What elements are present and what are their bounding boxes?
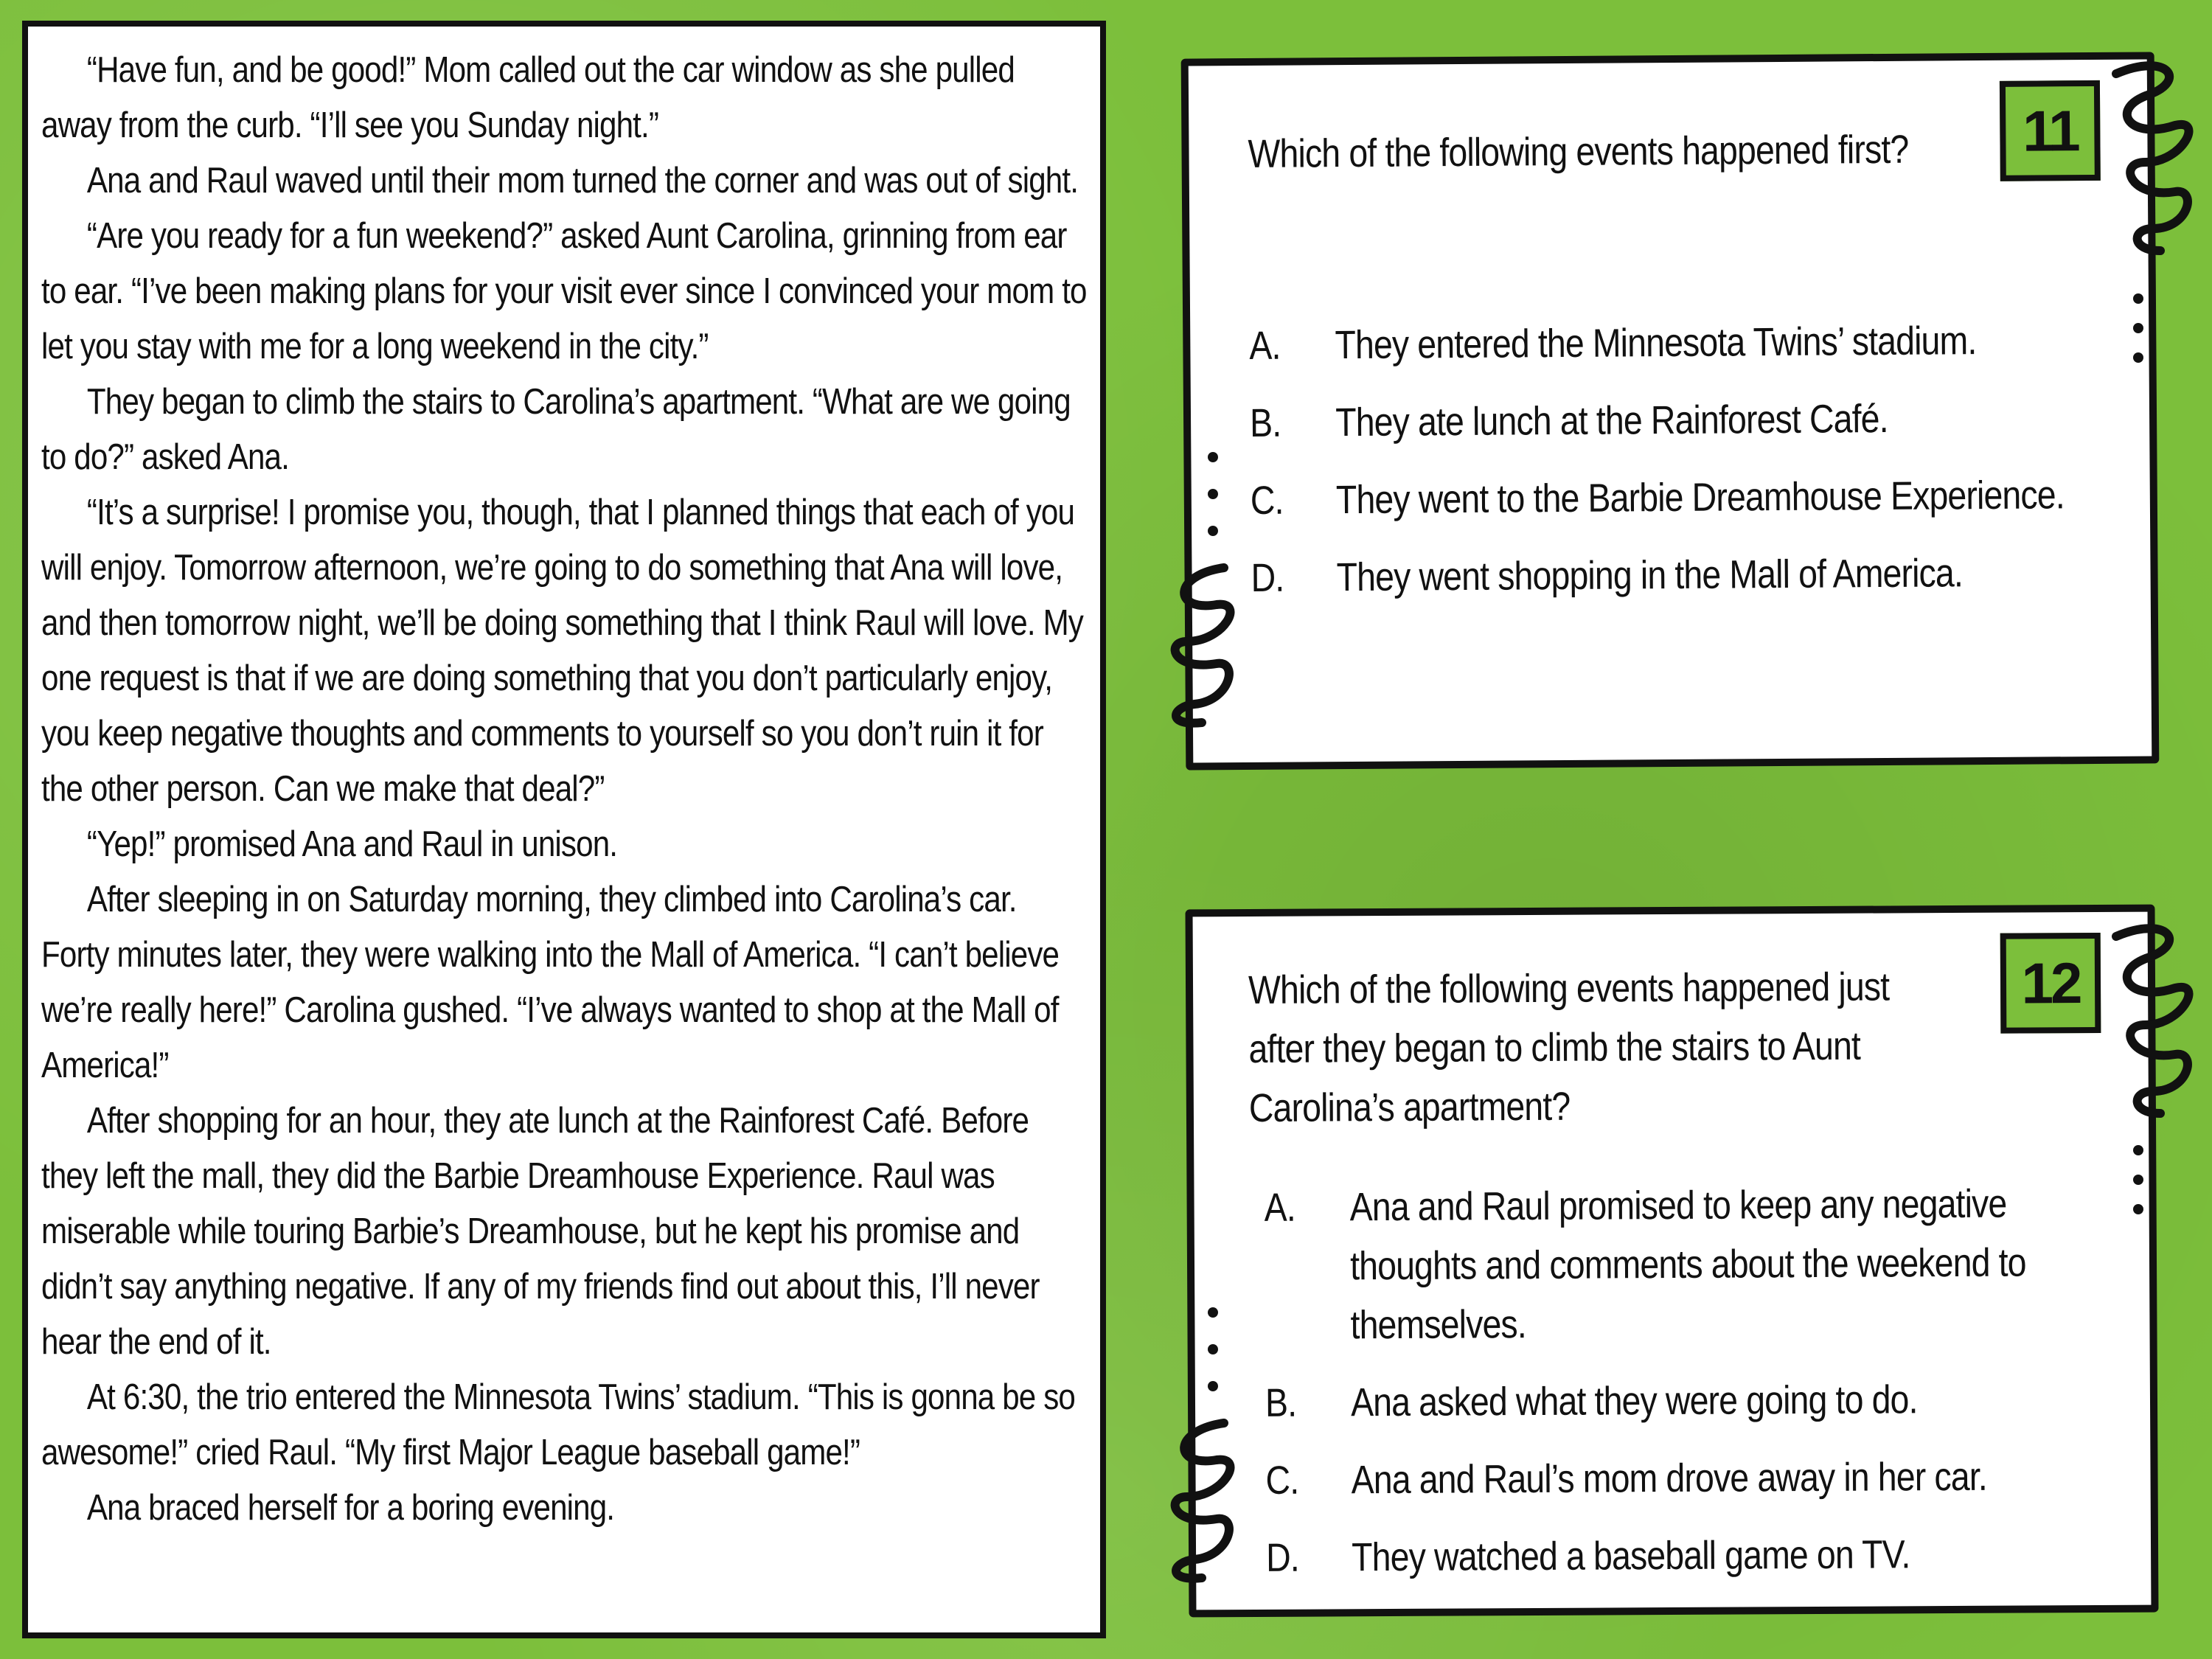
answer-option-d[interactable] xyxy=(1266,1524,2059,1587)
option-letter: C. xyxy=(1250,478,1284,523)
answer-option-a[interactable] xyxy=(1264,1174,2057,1355)
passage-paragraph: After sleeping in on Saturday morning, they climbed into Carolina’s car. Forty minutes later, they were walking into the Mall of America. “I can’t believe we’re really here!” Carolina gushed. “I’ve always wanted to shop at the Mall of America!” xyxy=(41,880,1060,1085)
question-prompt: Which of the following events happened first? xyxy=(1248,127,1909,176)
option-text: They watched a baseball game on TV. xyxy=(1352,1532,1910,1580)
answer-option-c[interactable] xyxy=(1265,1447,2058,1510)
option-letter: D. xyxy=(1251,555,1284,600)
passage-paragraph: Ana and Raul waved until their mom turned the corner and was out of sight. xyxy=(86,161,1079,201)
option-text: Ana and Raul’s mom drove away in her car. xyxy=(1351,1454,1987,1503)
answer-option-b[interactable] xyxy=(1265,1369,2058,1433)
question-number-badge: 12 xyxy=(2000,933,2101,1034)
option-letter: D. xyxy=(1265,1535,1299,1580)
passage-paragraph: “Have fun, and be good!” Mom called out the car window as she pulled away from the curb. “I’ll see you Sunday night.” xyxy=(41,50,1015,145)
reading-passage xyxy=(22,21,1106,1638)
passage-paragraph: “It’s a surprise! I promise you, though, that I planned things that each of you will enjoy. Tomorrow afternoon, we’re going to do something that Ana will love, and then tomorrow night, we’ll be doing something that I think Raul will love. My one request is that if we are doing something that you don’t particularly enjoy, you keep negative thoughts and comments to yourself so you don’t ruin it for the other person. Can we make that deal?” xyxy=(41,493,1084,809)
spiral-binding-icon xyxy=(1158,560,1246,730)
answer-option-d[interactable] xyxy=(1251,543,2076,608)
dots-icon xyxy=(2127,1139,2149,1220)
option-text: Ana asked what they were going to do. xyxy=(1350,1377,1918,1425)
answer-options xyxy=(1249,310,2210,626)
passage-paragraph: “Yep!” promised Ana and Raul in unison. xyxy=(86,824,618,864)
option-text: They ate lunch at the Rainforest Café. xyxy=(1335,396,1888,445)
option-letter: A. xyxy=(1249,323,1281,368)
question-prompt: Which of the following events happened just after they began to climb the stairs to Aunt Carolina’s apartment? xyxy=(1248,964,1890,1130)
option-text: They entered the Minnesota Twins’ stadium. xyxy=(1335,319,1977,368)
spiral-binding-icon xyxy=(1158,1416,1246,1585)
option-letter: A. xyxy=(1264,1185,1295,1230)
question-card-12 xyxy=(1185,905,2158,1618)
passage-paragraph: “Are you ready for a fun weekend?” asked Aunt Carolina, grinning from ear to ear. “I’ve been making plans for your visit ever since I convinced your mom to let you stay with me for a long weekend in the city.” xyxy=(41,216,1087,366)
option-text: Ana and Raul promised to keep any negative thoughts and comments about the weekend to themselves. xyxy=(1349,1181,2026,1348)
spiral-binding-icon xyxy=(2101,914,2212,1128)
question-number-badge: 11 xyxy=(2000,80,2101,181)
answer-option-b[interactable] xyxy=(1250,388,2075,453)
passage-paragraph: Ana braced herself for a boring evening. xyxy=(86,1488,615,1528)
option-letter: B. xyxy=(1265,1380,1297,1425)
spiral-binding-icon xyxy=(2101,52,2212,265)
option-letter: C. xyxy=(1265,1458,1299,1503)
answer-option-c[interactable] xyxy=(1251,465,2076,530)
option-letter: B. xyxy=(1249,400,1281,445)
passage-paragraph: They began to climb the stairs to Carolina’s apartment. “What are we going to do?” asked Ana. xyxy=(41,382,1071,477)
passage-paragraph: At 6:30, the trio entered the Minnesota Twins’ stadium. “This is gonna be so awesome!” cried Raul. “My first Major League baseball game!” xyxy=(41,1377,1076,1472)
question-card-11 xyxy=(1181,52,2160,770)
dots-icon xyxy=(1202,1301,1224,1397)
answer-options xyxy=(1264,1173,2188,1606)
answer-option-a[interactable] xyxy=(1249,310,2074,375)
option-text: They went shopping in the Mall of America. xyxy=(1336,551,1964,600)
dots-icon xyxy=(2127,288,2149,369)
option-text: They went to the Barbie Dreamhouse Experience. xyxy=(1335,473,2065,523)
passage-paragraph: After shopping for an hour, they ate lunch at the Rainforest Café. Before they left the mall, they did the Barbie Dreamhouse Experience. Raul was miserable while touring Barbie’s Dreamhouse, but he kept his promise and didn’t say anything negative. If any of my friends find out about this, I’ll never hear the end of it. xyxy=(41,1101,1040,1362)
dots-icon xyxy=(1202,446,1224,542)
